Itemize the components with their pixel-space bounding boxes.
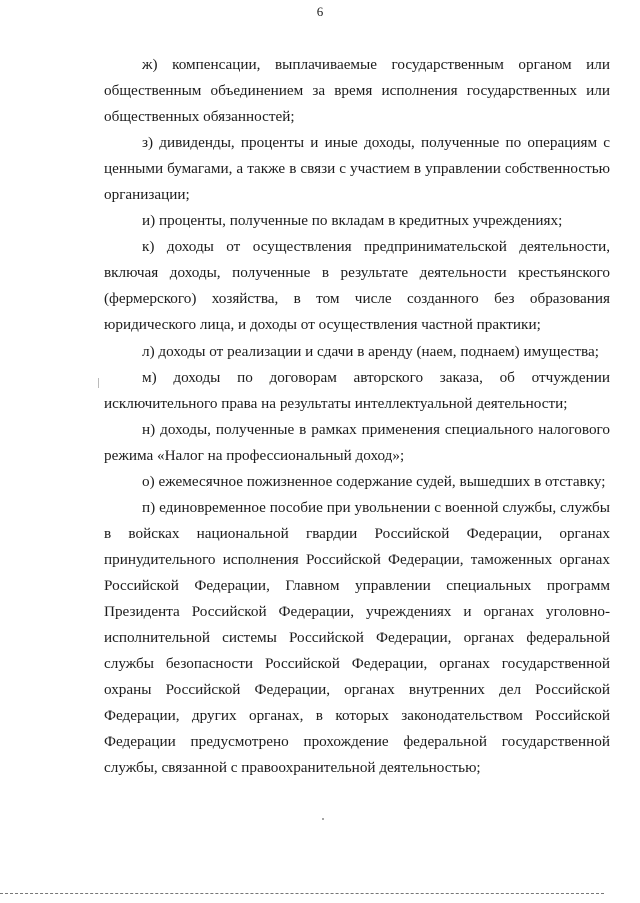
document-body — [104, 52, 610, 781]
paragraph-i: и) проценты, полученные по вкладам в кредитных учреждениях; — [142, 212, 563, 230]
paragraph-n: н) доходы, полученные в рамках применения специального налогового режима «Налог на профессиональный доход»; — [104, 420, 610, 464]
paragraph-l: л) доходы от реализации и сдачи в аренду (наем, поднаем) имущества; — [142, 342, 599, 360]
paragraph-p: п) единовременное пособие при увольнении с военной службы, службы в войсках национальной гвардии Российской Федерации, органах принудительного исполнения Российской Федерации, таможенных органах Российской Федерации, Главном управлении специальных программ Президента Российской Федерации, учреждениях и органах уголовно-исполнительной системы Российской Федерации, органах федеральной службы безопасности Российской Федерации, органах государственной охраны Российской Федерации, органах внутренних дел Российской Федерации, других органах, в которых законодательством Российской Федерации предусмотрено прохождение федеральной государственной службы, связанной с правоохранительной деятельностью; — [104, 498, 610, 777]
scan-artifact-left — [98, 378, 99, 388]
page-number: 6 — [316, 4, 324, 19]
footer-rule — [0, 893, 604, 894]
paragraph-k: к) доходы от осуществления предпринимательской деятельности, включая доходы, полученные в результате деятельности крестьянского (фермерского) хозяйства, в том числе созданного без образования юридического лица, и доходы от осуществления частной практики; — [104, 238, 610, 334]
paragraph-z: з) дивиденды, проценты и иные доходы, полученные по операциям с ценными бумагами, а также в связи с участием в управлении собственностью организации; — [104, 134, 610, 204]
paragraph-o: о) ежемесячное пожизненное содержание судей, вышедших в отставку; — [142, 472, 606, 490]
scan-artifact-dot — [322, 818, 324, 820]
paragraph-m: м) доходы по договорам авторского заказа, об отчуждении исключительного права на результаты интеллектуальной деятельности; — [104, 368, 610, 412]
paragraph-zh: ж) компенсации, выплачиваемые государственным органом или общественным объединением за время исполнения государственных или общественных обязанностей; — [104, 56, 610, 126]
